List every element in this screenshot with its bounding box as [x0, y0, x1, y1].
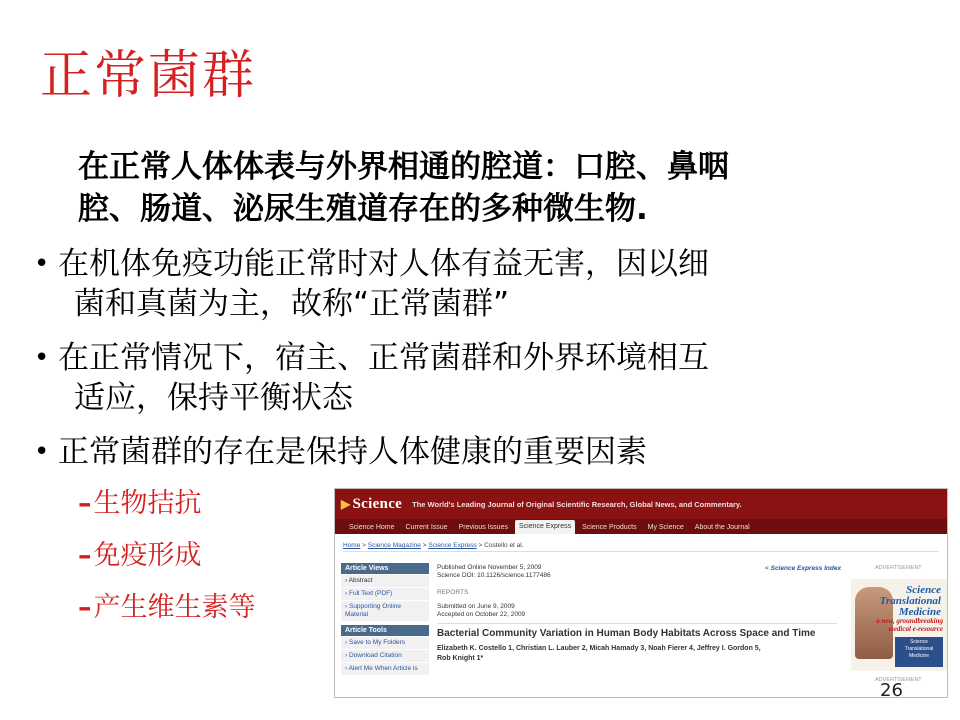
sidebar-item-label: Abstract [348, 577, 373, 584]
sidebar-item-label: Download Citation [348, 652, 402, 659]
divider [343, 551, 939, 552]
bullet-line: 在机体免疫功能正常时对人体有益无害，因以细 [58, 246, 709, 282]
express-index-label: Science Express Index [770, 565, 842, 572]
section-label: REPORTS [437, 589, 469, 596]
science-nav [335, 519, 947, 534]
sidebar-item-alert-me[interactable]: › Alert Me When Article is [341, 662, 429, 675]
ad-mag-line: Medicine [908, 653, 929, 659]
bullet-line: 在正常情况下，宿主、正常菌群和外界环境相互 [58, 340, 709, 376]
tab-science-home[interactable]: Science Home [349, 524, 395, 531]
ad-tagline-line: medical e-resource [888, 625, 943, 633]
bullet-item [30, 432, 850, 472]
sidebar-item-label: Alert Me When Article is [348, 665, 418, 672]
science-logo-text: Science [352, 495, 403, 512]
slide-title: 正常菌群 [40, 46, 257, 106]
ad-mag-line: Science [910, 639, 928, 645]
sidebar-item-save-folders[interactable]: › Save to My Folders [341, 636, 429, 649]
breadcrumb-current: Costello et al. [484, 542, 524, 549]
breadcrumb-express[interactable]: Science Express [428, 542, 477, 549]
article-authors [437, 644, 837, 664]
ad-title [880, 585, 941, 618]
sub-item [78, 582, 256, 634]
advertisement-banner[interactable] [851, 579, 947, 671]
ad-title-line: Translational [879, 595, 941, 607]
article-tools-heading: Article Tools [341, 625, 429, 636]
sub-item-text: 免疫形成 [93, 540, 202, 571]
article-tools-box [341, 625, 429, 675]
article-sidebar [341, 563, 429, 679]
ad-title-line: Science [906, 584, 941, 596]
article-title: Bacterial Community Variation in Human Body Habitats Across Space and Time [437, 628, 816, 639]
ad-title-line: Medicine [898, 606, 941, 618]
tab-science-express[interactable]: Science Express [515, 520, 575, 534]
bullet-list [30, 244, 850, 486]
ad-tagline [876, 617, 943, 633]
authors-line: Rob Knight 1* [437, 655, 484, 662]
sidebar-item-label: Save to My Folders [348, 639, 405, 646]
science-article-screenshot [334, 488, 948, 698]
bullet-marker: • [34, 343, 50, 373]
sub-item-text: 产生维生素等 [93, 592, 256, 623]
logo-arrow-icon: ▶ [341, 496, 351, 511]
ad-tagline-line: a new, groundbreaking [876, 617, 943, 625]
bullet-item [30, 338, 850, 418]
breadcrumb [343, 542, 524, 549]
divider [437, 623, 837, 624]
sidebar-item-label: Supporting Online Material [345, 603, 402, 618]
sidebar-item-supporting-material[interactable]: › Supporting Online Material [341, 600, 429, 621]
bullet-marker: • [34, 249, 50, 279]
published-date: Published Online November 5, 2009 [437, 564, 542, 571]
accepted-date: Accepted on October 22, 2009 [437, 611, 526, 618]
sub-dash: – [78, 592, 92, 623]
tab-my-science[interactable]: My Science [647, 524, 684, 531]
intro-line: 腔、肠道、泌尿生殖道存在的多种微生物. [78, 191, 648, 227]
bullet-line: 菌和真菌为主，故称“正常菌群” [74, 286, 510, 322]
science-tagline: The World's Leading Journal of Original Scientific Research, Global News, and Commentary. [412, 499, 742, 509]
article-main [437, 564, 837, 664]
science-header [335, 489, 947, 519]
article-views-heading: Article Views [341, 563, 429, 574]
ad-magazine-cover [895, 637, 943, 667]
sub-item [78, 530, 256, 582]
advertisement-label: ADVERTISEMENT [875, 677, 922, 683]
sidebar-item-full-text[interactable]: › Full Text (PDF) [341, 587, 429, 600]
breadcrumb-separator: > [360, 542, 368, 549]
ad-mag-line: Translational [904, 646, 934, 652]
sidebar-item-label: Full Text (PDF) [348, 590, 393, 597]
submission-dates [437, 603, 837, 619]
sub-item [78, 478, 256, 530]
page-number: 26 [880, 680, 903, 701]
breadcrumb-separator: > [420, 542, 429, 549]
sub-dash: – [78, 488, 92, 519]
sub-item-text: 生物拮抗 [93, 488, 202, 519]
sidebar-item-abstract[interactable]: › Abstract [341, 574, 429, 587]
breadcrumb-home[interactable]: Home [343, 542, 361, 549]
article-views-box [341, 563, 429, 621]
sub-list [78, 478, 256, 634]
bullet-marker: • [34, 437, 50, 467]
breadcrumb-separator: > [476, 542, 485, 549]
sub-dash: – [78, 540, 92, 571]
advertisement-label: ADVERTISEMENT [875, 565, 922, 571]
bullet-line: 适应，保持平衡状态 [74, 380, 353, 416]
express-index-link[interactable] [765, 565, 841, 572]
intro-line: 在正常人体体表与外界相通的腔道：口腔、鼻咽 [78, 149, 729, 185]
science-logo [341, 496, 402, 513]
tab-science-products[interactable]: Science Products [582, 524, 637, 531]
breadcrumb-magazine[interactable]: Science Magazine [367, 542, 421, 549]
express-index-prefix: < [765, 565, 771, 572]
tab-previous-issues[interactable]: Previous Issues [458, 524, 508, 531]
submitted-date: Submitted on June 9, 2009 [437, 603, 515, 610]
tab-about-journal[interactable]: About the Journal [694, 524, 750, 531]
bullet-line: 正常菌群的存在是保持人体健康的重要因素 [58, 434, 647, 470]
authors-line: Elizabeth K. Costello 1, Christian L. Lauber 2, Micah Hamady 3, Noah Fierer 4, Jeffrey I. Gordon 5, [437, 645, 761, 652]
bullet-item [30, 244, 850, 324]
article-doi: Science DOI: 10.1126/science.1177486 [437, 572, 551, 579]
intro-text [78, 146, 898, 230]
tab-current-issue[interactable]: Current Issue [405, 524, 448, 531]
sidebar-item-download-citation[interactable]: › Download Citation [341, 649, 429, 662]
